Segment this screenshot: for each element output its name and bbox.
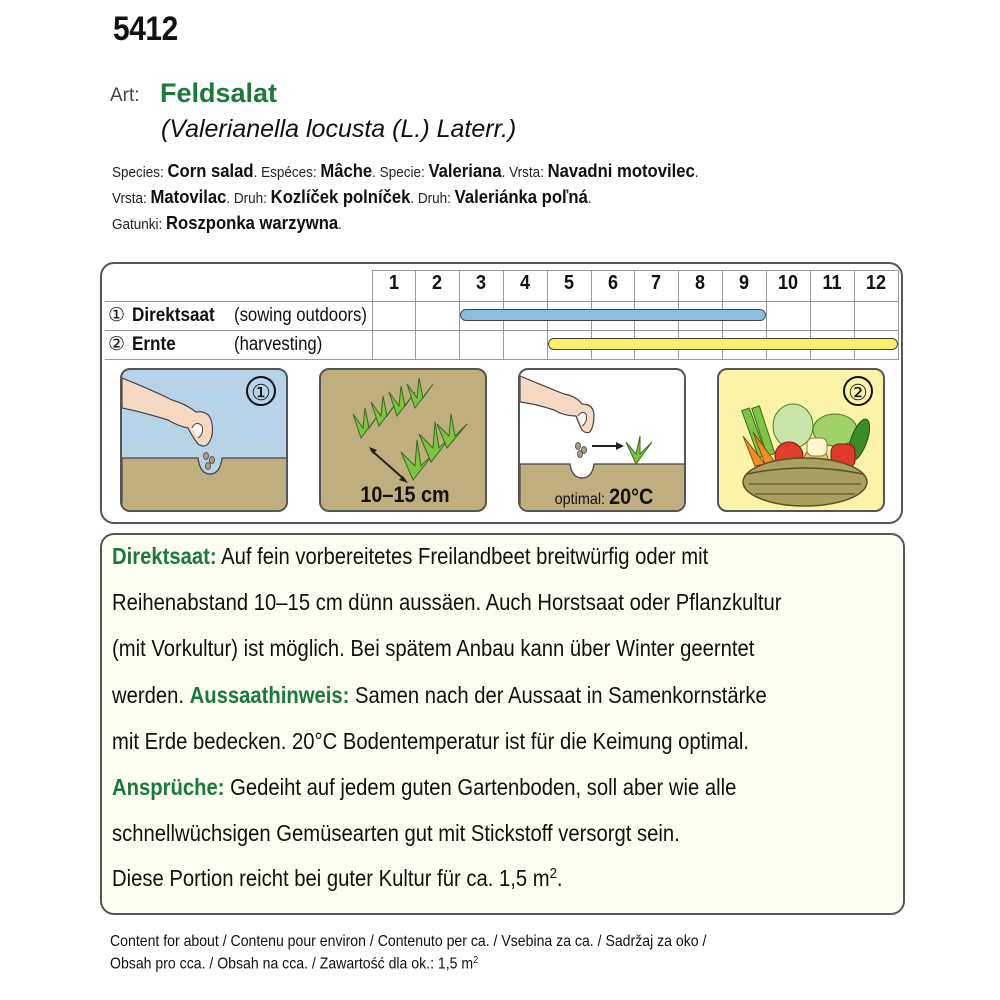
superscript: 2 [549, 865, 557, 882]
harvest-period-bar [548, 338, 898, 350]
row-name: Ernte [132, 334, 177, 355]
temperature-value: 20°C [609, 484, 654, 509]
info-text: Auf fein vorbereitetes Freilandbeet breitwürfig oder mit [216, 543, 709, 569]
species-value: Corn salad [167, 160, 254, 181]
info-line: Reihenabstand 10–15 cm dünn aussäen. Auch Horstsaat oder Pflanzkultur [112, 589, 782, 615]
species-value: Mâche [320, 160, 373, 181]
temperature-caption [528, 484, 679, 510]
species-value: Valeriana [428, 160, 502, 181]
species-punct: . [338, 216, 342, 233]
row-translation: (sowing outdoors) [234, 305, 367, 326]
info-text: . [556, 865, 563, 892]
month-label: 2 [431, 272, 443, 294]
grid-line [105, 359, 898, 360]
grid-line [105, 301, 898, 302]
species-label: Species: [112, 164, 168, 181]
spacing-caption: 10–15 cm [360, 482, 450, 507]
info-line: schnellwüchsigen Gemüsearten gut mit Stickstoff versorgt sein. [112, 820, 680, 846]
species-label: . Vrsta: [501, 164, 548, 181]
species-value: Valeriánka poľná [454, 186, 588, 207]
temperature-illustration [518, 368, 686, 512]
info-line: mit Erde bedecken. 20°C Bodentemperatur ist für die Keimung optimal. [112, 728, 749, 754]
latin-name: (Valerianella locusta (L.) Laterr.) [161, 115, 517, 143]
grid-line [372, 270, 898, 271]
step-badge: ② [843, 376, 873, 406]
content-amount-line-2 [110, 955, 478, 974]
spacing-illustration [319, 368, 487, 512]
row-number: ① [108, 305, 126, 326]
month-label: 7 [650, 272, 662, 294]
row-name: Direktsaat [132, 305, 216, 326]
species-punct: . [694, 164, 699, 181]
species-label: . Espéces: [253, 164, 321, 181]
month-label: 9 [738, 272, 750, 294]
calendar-row-sowing-label [108, 304, 224, 327]
step-badge: ① [246, 376, 276, 406]
content-amount-line-1: Content for about / Contenu pour environ / Contenuto per ca. / Vsebina za ca. / Sadržaj za oko / [110, 933, 707, 950]
section-heading-aussaathinweis: Aussaathinweis: [189, 682, 350, 708]
month-label: 5 [563, 272, 575, 294]
info-line [112, 543, 708, 570]
sowing-illustration [120, 368, 288, 512]
month-label: 10 [777, 272, 799, 294]
month-label: 6 [607, 272, 619, 294]
harvest-illustration [717, 368, 885, 512]
plant-name: Feldsalat [160, 78, 278, 108]
species-value: Roszponka warzywna [166, 212, 339, 233]
sowing-period-bar [460, 309, 766, 321]
month-label: 1 [388, 272, 400, 294]
row-number: ② [108, 334, 126, 355]
month-label: 8 [694, 272, 706, 294]
superscript: 2 [473, 955, 479, 966]
calendar-row-harvest-label [108, 333, 181, 356]
section-heading-direktsaat: Direktsaat: [112, 543, 217, 569]
month-label: 4 [519, 272, 531, 294]
species-punct: . [587, 190, 592, 207]
species-value: Navadni motovilec [547, 160, 695, 181]
info-text: Samen nach der Aussaat in Samenkornstärke [349, 682, 767, 708]
species-label: Vrsta: [112, 190, 151, 207]
grid-line [372, 270, 373, 360]
species-value: Kozlíček polníček [270, 186, 411, 207]
temperature-prefix: optimal: [554, 491, 610, 508]
footer-text: Obsah pro cca. / Obsah na cca. / Zawartość dla ok.: 1,5 m [110, 955, 474, 973]
info-line [112, 774, 736, 801]
species-line-1 [112, 160, 699, 182]
species-label: . Druh: [410, 190, 455, 207]
info-line [112, 682, 767, 709]
info-text: werden. [112, 682, 190, 708]
month-label: 3 [475, 272, 487, 294]
month-label: 11 [822, 272, 842, 294]
species-value: Matovilac [150, 186, 227, 207]
info-line [112, 865, 563, 892]
species-line-2 [112, 186, 592, 208]
row-translation: (harvesting) [234, 334, 323, 355]
grid-line [415, 270, 416, 360]
art-label: Art: [110, 85, 140, 106]
grid-line [898, 270, 899, 360]
section-heading-ansprueche: Ansprüche: [112, 774, 225, 800]
info-text: Gedeiht auf jedem guten Gartenboden, soll aber wie alle [224, 774, 737, 800]
info-text: Diese Portion reicht bei guter Kultur für ca. 1,5 m [112, 865, 550, 892]
article-number: 5412 [113, 10, 178, 48]
grid-line [105, 330, 898, 331]
species-label: Gatunki: [112, 216, 167, 233]
species-label: . Specie: [372, 164, 429, 181]
species-label: . Druh: [226, 190, 271, 207]
info-line: (mit Vorkultur) ist möglich. Bei spätem Anbau kann über Winter geerntet [112, 635, 755, 661]
month-label: 12 [865, 272, 887, 294]
species-line-3 [112, 212, 342, 234]
